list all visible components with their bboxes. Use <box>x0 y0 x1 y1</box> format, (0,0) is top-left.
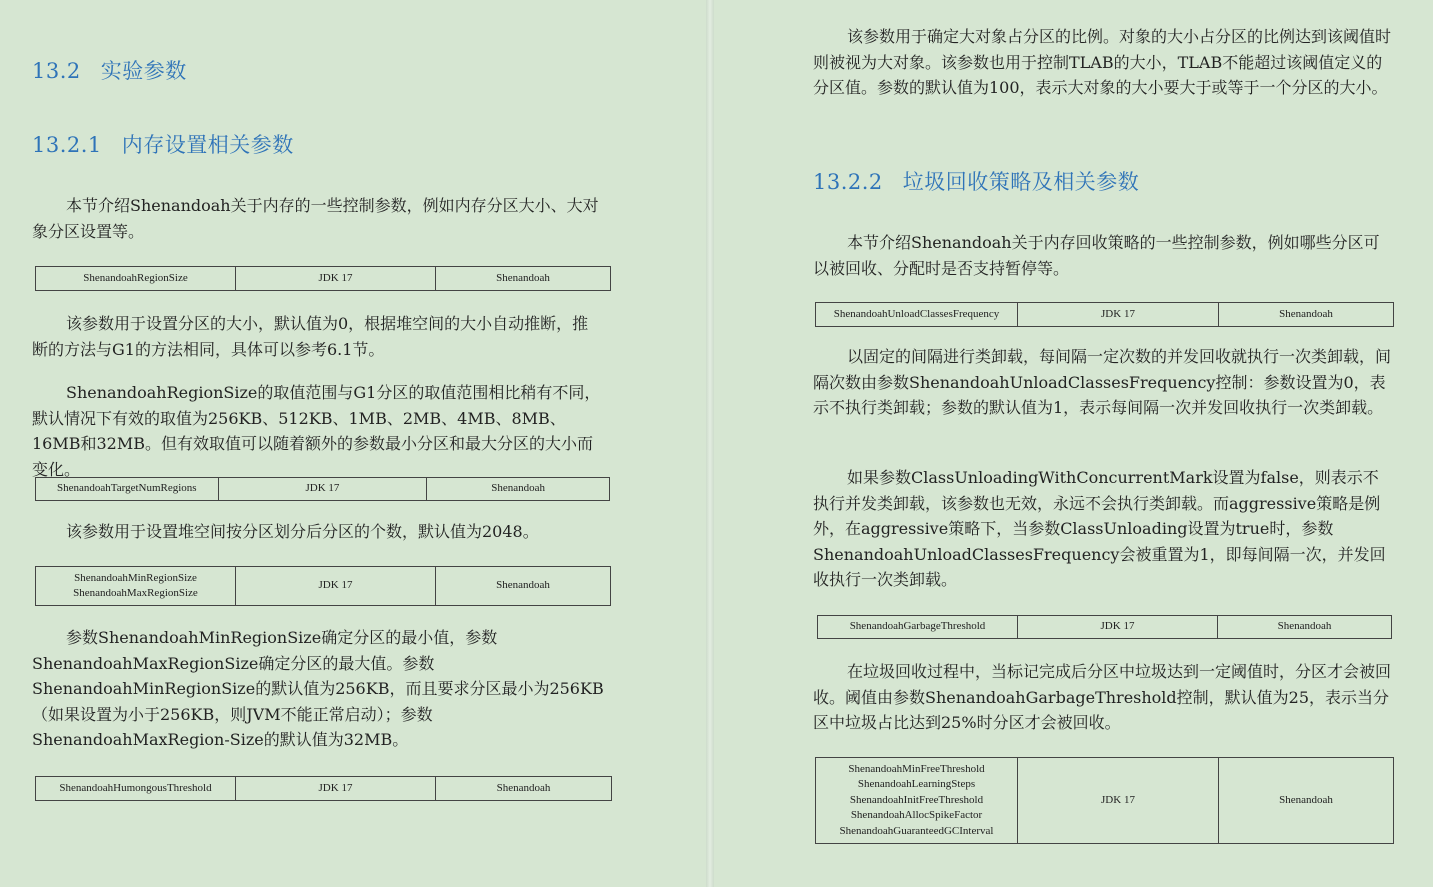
gc-name-cell: Shenandoah <box>1218 616 1392 639</box>
param-table-garbage-threshold <box>817 615 1392 639</box>
paragraph-gc-intro: 本节介绍Shenandoah关于内存回收策略的一些控制参数，例如哪些分区可以被回收、分配时是否支持暂停等。 <box>813 233 1380 278</box>
param-name-cell: ShenandoahTargetNumRegions <box>36 478 219 501</box>
gc-name-cell: Shenandoah <box>436 777 612 801</box>
jdk-version-cell: JDK 17 <box>236 567 436 606</box>
jdk-version-cell: JDK 17 <box>218 478 427 501</box>
jdk-version-cell: JDK 17 <box>236 777 436 801</box>
param-name-cell: ShenandoahRegionSize <box>36 267 236 291</box>
subsection-number: 13.2.1 <box>32 133 102 157</box>
gc-name-cell: Shenandoah <box>427 478 610 501</box>
jdk-version-cell: JDK 17 <box>1018 616 1218 639</box>
gc-name-cell: Shenandoah <box>1219 758 1394 844</box>
section-title: 实验参数 <box>100 59 187 83</box>
gc-name-cell: Shenandoah <box>436 567 611 606</box>
param-table-region-size <box>35 266 611 291</box>
paragraph-region-size-desc: 该参数用于设置分区的大小，默认值为0，根据堆空间的大小自动推断，推断的方法与G1的方法相同，具体可以参考6.1节。 <box>32 314 589 359</box>
param-table-target-num-regions <box>35 477 610 501</box>
paragraph-min-max-region-size-desc: 参数ShenandoahMinRegionSize确定分区的最小值，参数ShenandoahMaxRegionSize确定分区的最大值。参数ShenandoahMinRegionSize的默认值为256KB，而且要求分区最小为256KB（如果设置为小于256KB，则JVM不能正常启动）；参数ShenandoahMaxRegion-Size的默认值为32MB。 <box>32 628 604 749</box>
param-name-cell: ShenandoahMinRegionSize ShenandoahMaxRegionSize <box>36 567 236 606</box>
subsection-number: 13.2.2 <box>813 170 883 194</box>
section-heading-13-2 <box>32 55 187 85</box>
paragraph-class-unloading-concurrent-mark: 如果参数ClassUnloadingWithConcurrentMark设置为false，则表示不执行并发类卸载，该参数也无效，永远不会执行类卸载。而aggressive策略是例外，在aggressive策略下，当参数ClassUnloading设置为true时，参数ShenandoahUnloadClassesFrequency会被重置为1，即每间隔一次，并发回收执行一次类卸载。 <box>813 468 1386 589</box>
param-name-cell: ShenandoahUnloadClassesFrequency <box>816 303 1018 327</box>
gc-name-cell: Shenandoah <box>1219 303 1394 327</box>
section-number: 13.2 <box>32 59 81 83</box>
paragraph-garbage-threshold-desc: 在垃圾回收过程中，当标记完成后分区中垃圾达到一定阈值时，分区才会被回收。阈值由参数ShenandoahGarbageThreshold控制，默认值为25，表示当分区中垃圾占比达到25%时分区才会被回收。 <box>813 662 1392 732</box>
param-name-cell: ShenandoahHumongousThreshold <box>36 777 236 801</box>
param-name-cell: ShenandoahGarbageThreshold <box>818 616 1018 639</box>
paragraph-target-num-regions-desc: 该参数用于设置堆空间按分区划分后分区的个数，默认值为2048。 <box>66 522 539 541</box>
param-table-humongous-threshold <box>35 776 612 801</box>
paragraph-humongous-threshold-desc: 该参数用于确定大对象占分区的比例。对象的大小占分区的比例达到该阈值时则被视为大对象。该参数也用于控制TLAB的大小，TLAB不能超过该阈值定义的分区值。参数的默认值为100，表示大对象的大小要大于或等于一个分区的大小。 <box>813 27 1392 97</box>
left-page <box>0 0 706 887</box>
jdk-version-cell: JDK 17 <box>236 267 436 291</box>
paragraph-intro: 本节介绍Shenandoah关于内存的一些控制参数，例如内存分区大小、大对象分区设置等。 <box>32 196 599 241</box>
gc-name-cell: Shenandoah <box>436 267 611 291</box>
paragraph-unload-classes-desc: 以固定的间隔进行类卸载，每间隔一定次数的并发回收就执行一次类卸载，间隔次数由参数ShenandoahUnloadClassesFrequency控制：参数设置为0，表示不执行类卸载；参数的默认值为1，表示每间隔一次并发回收执行一次类卸载。 <box>813 347 1392 417</box>
right-page <box>714 0 1433 887</box>
param-table-unload-classes-frequency <box>815 302 1394 327</box>
subsection-title: 内存设置相关参数 <box>121 133 294 157</box>
paragraph-region-size-range: ShenandoahRegionSize的取值范围与G1分区的取值范围相比稍有不同，默认情况下有效的取值为256KB、512KB、1MB、2MB、4MB、8MB、16MB和32MB。但有效取值可以随着额外的参数最小分区和最大分区的大小而变化。 <box>32 383 601 479</box>
param-table-min-max-region-size <box>35 566 611 606</box>
param-name-cell: ShenandoahMinFreeThreshold ShenandoahLearningSteps ShenandoahInitFreeThreshold ShenandoahAllocSpikeFactor ShenandoahGuaranteedGCInterval <box>816 758 1018 844</box>
param-table-free-threshold-group <box>815 757 1394 844</box>
jdk-version-cell: JDK 17 <box>1018 303 1219 327</box>
jdk-version-cell: JDK 17 <box>1018 758 1219 844</box>
subsection-title: 垃圾回收策略及相关参数 <box>902 170 1140 194</box>
subsection-heading-13-2-1 <box>32 129 294 159</box>
subsection-heading-13-2-2 <box>813 166 1139 196</box>
page-gutter <box>706 0 714 887</box>
